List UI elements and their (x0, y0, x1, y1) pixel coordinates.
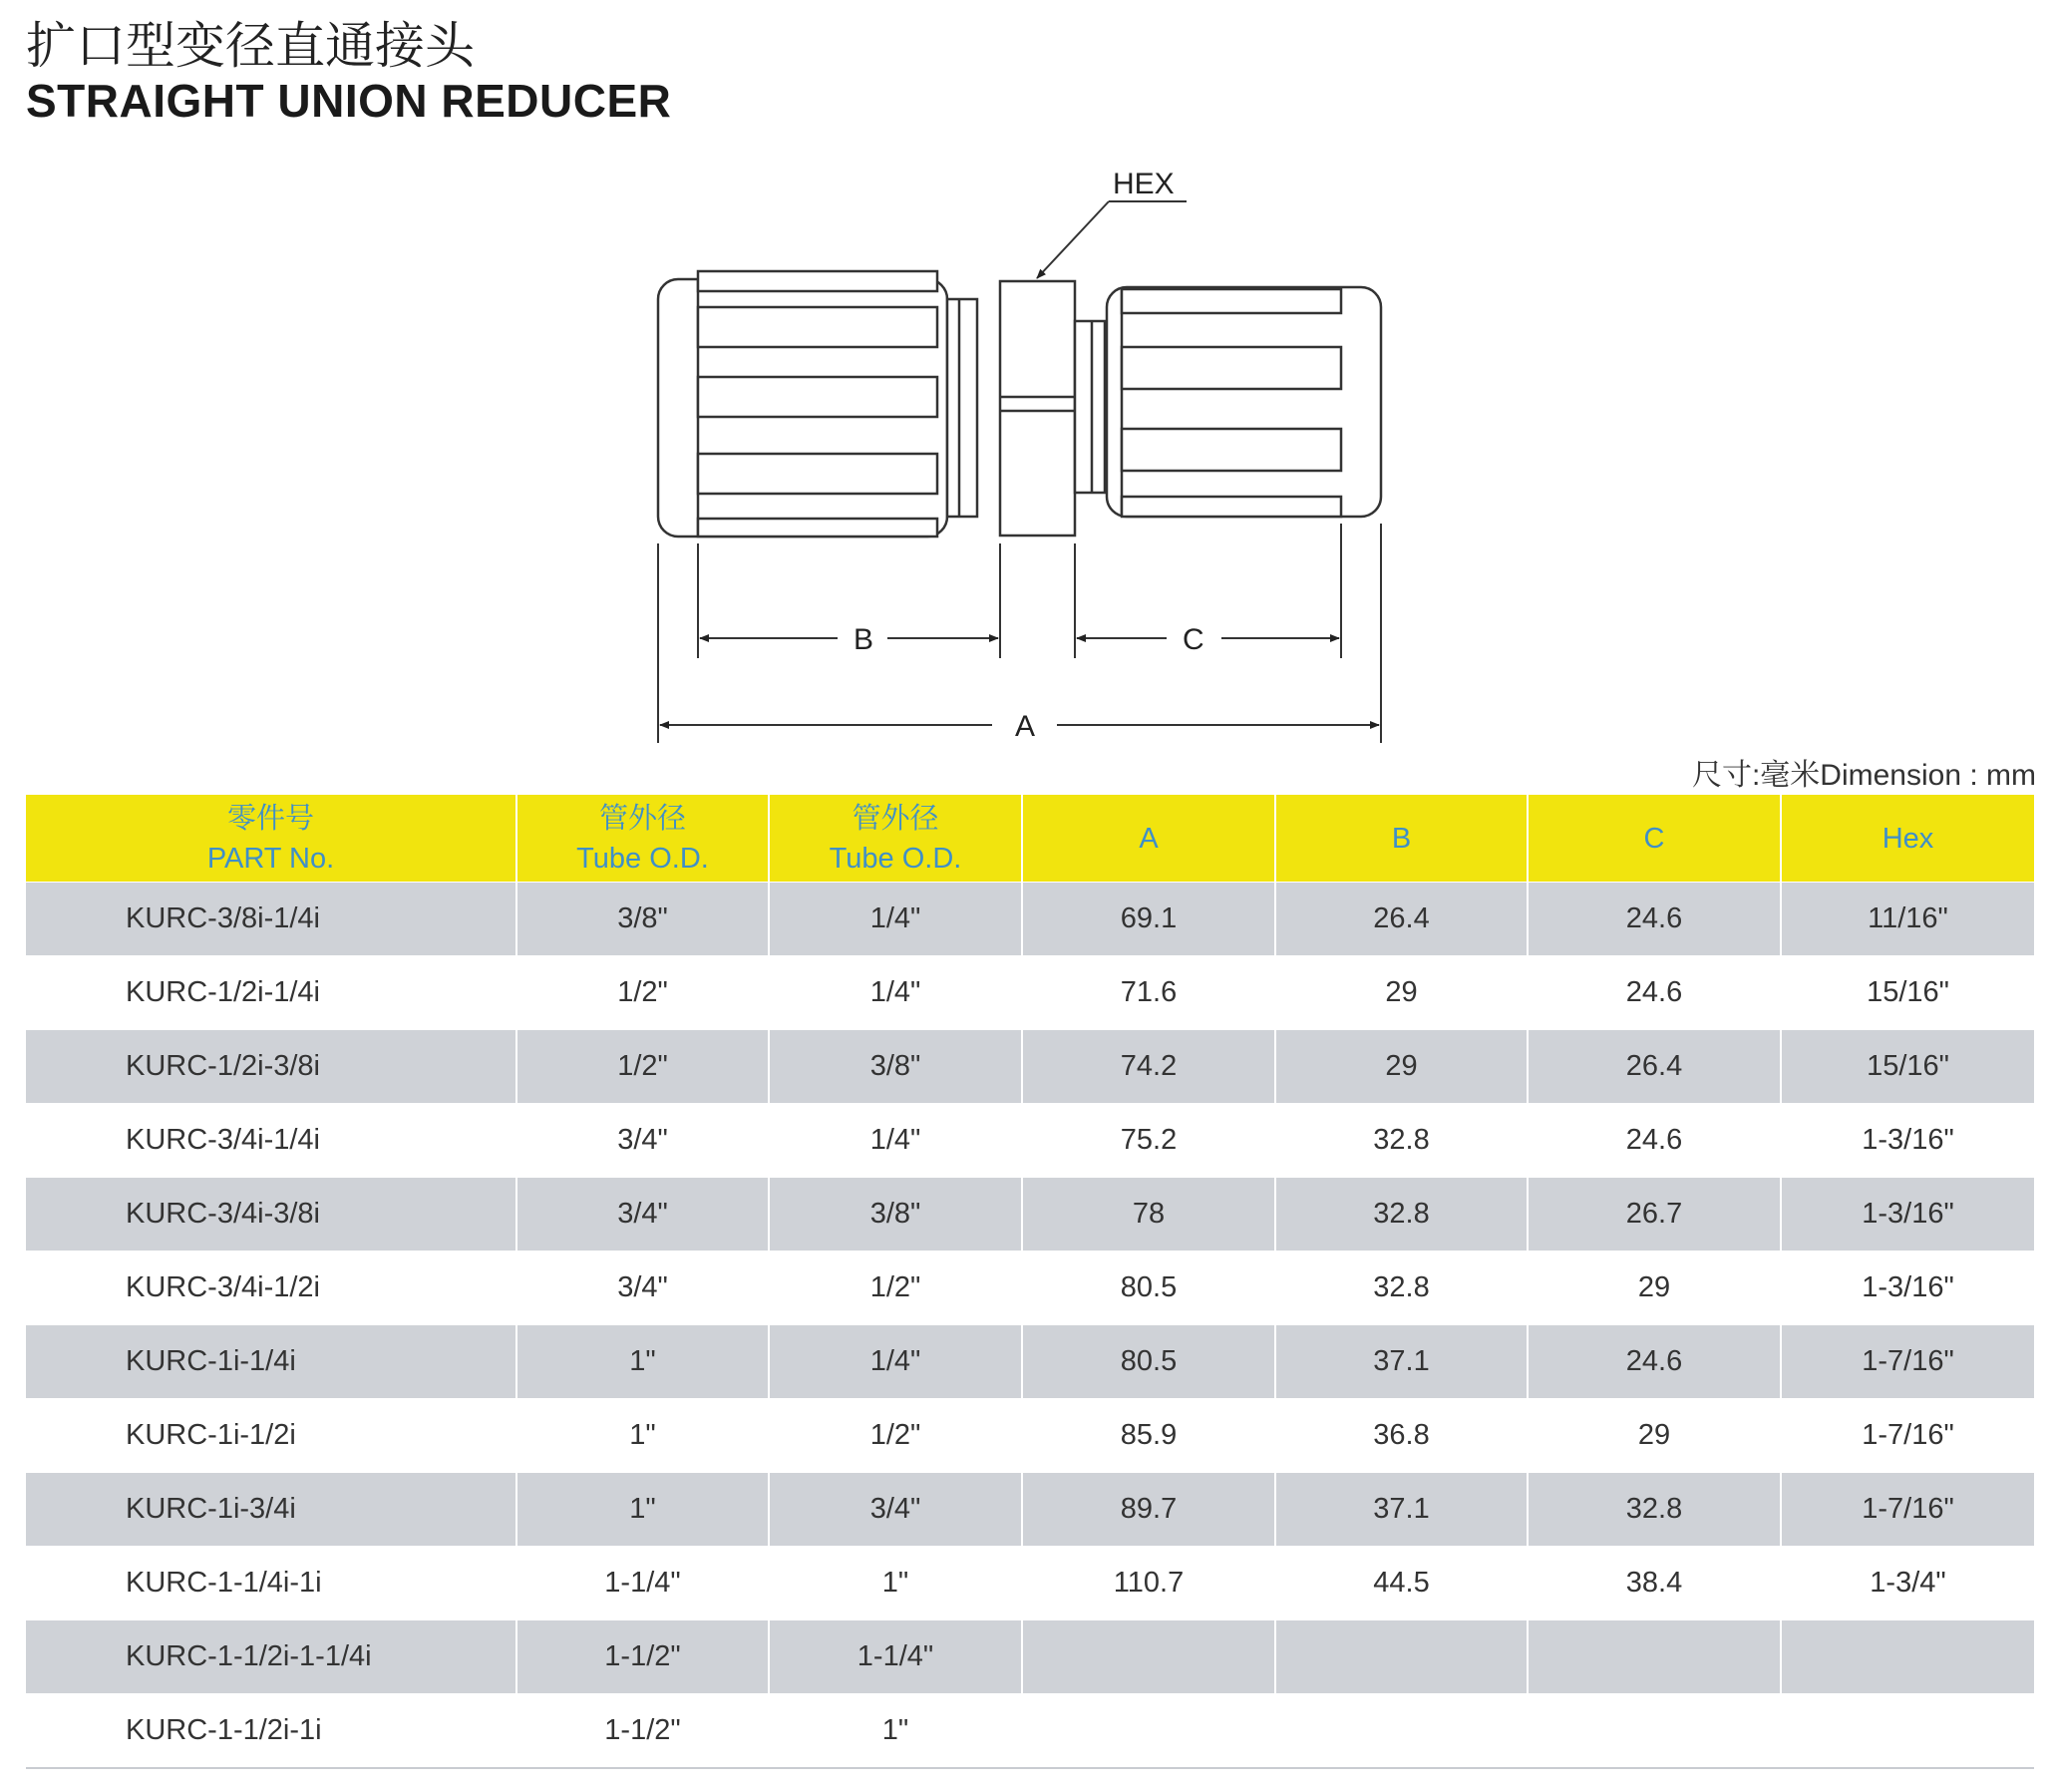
cell-tube-od-1: 3/8" (516, 883, 769, 956)
cell-b (1275, 1694, 1528, 1769)
table-row (26, 883, 2034, 956)
cell-tube-od-1: 3/4" (516, 1252, 769, 1325)
cell-c: 26.4 (1528, 1030, 1781, 1104)
table-row (26, 1178, 2034, 1252)
cell-a: 69.1 (1022, 883, 1275, 956)
cell-a: 89.7 (1022, 1473, 1275, 1547)
cell-tube-od-1: 1-1/2" (516, 1620, 769, 1694)
dim-a-label: A (1015, 710, 1036, 743)
table-header-row (26, 795, 2034, 883)
cell-a: 71.6 (1022, 956, 1275, 1030)
table-row (26, 1620, 2034, 1694)
hex-label: HEX (1113, 168, 1175, 200)
cell-c: 29 (1528, 1252, 1781, 1325)
cell-part-no: KURC-1i-1/2i (26, 1399, 516, 1473)
cell-a: 80.5 (1022, 1325, 1275, 1399)
cell-c: 29 (1528, 1399, 1781, 1473)
cell-hex: 1-7/16" (1781, 1399, 2034, 1473)
dimension-unit-note: 尺寸:毫米Dimension : mm (1691, 759, 2036, 792)
cell-a: 78 (1022, 1178, 1275, 1252)
cell-a: 110.7 (1022, 1547, 1275, 1620)
table-row (26, 1030, 2034, 1104)
cell-hex: 1-3/16" (1781, 1104, 2034, 1178)
header-part-no (26, 795, 516, 883)
header-tube-od-2 (769, 795, 1022, 883)
cell-c: 24.6 (1528, 1104, 1781, 1178)
cell-part-no: KURC-3/4i-1/4i (26, 1104, 516, 1178)
cell-tube-od-2: 1" (769, 1547, 1022, 1620)
cell-part-no: KURC-3/8i-1/4i (26, 883, 516, 956)
cell-b: 36.8 (1275, 1399, 1528, 1473)
cell-tube-od-1: 1/2" (516, 1030, 769, 1104)
cell-hex: 1-3/16" (1781, 1178, 2034, 1252)
header-cn: 管外径 (598, 802, 686, 835)
cell-c: 26.7 (1528, 1178, 1781, 1252)
table-row (26, 1694, 2034, 1769)
cell-c (1528, 1694, 1781, 1769)
cell-tube-od-1: 1-1/2" (516, 1694, 769, 1769)
cell-part-no: KURC-1i-1/4i (26, 1325, 516, 1399)
header-en: Tube O.D. (576, 842, 709, 875)
cell-b: 32.8 (1275, 1178, 1528, 1252)
cell-part-no: KURC-1-1/2i-1-1/4i (26, 1620, 516, 1694)
table-row (26, 1547, 2034, 1620)
cell-a: 80.5 (1022, 1252, 1275, 1325)
cell-tube-od-1: 1-1/4" (516, 1547, 769, 1620)
cell-tube-od-2: 3/8" (769, 1030, 1022, 1104)
table-row (26, 1399, 2034, 1473)
fitting-drawing (0, 0, 2053, 778)
table-row (26, 1252, 2034, 1325)
cell-part-no: KURC-1/2i-1/4i (26, 956, 516, 1030)
header-b: B (1275, 795, 1528, 883)
header-a: A (1022, 795, 1275, 883)
table-row (26, 1473, 2034, 1547)
cell-part-no: KURC-3/4i-1/2i (26, 1252, 516, 1325)
cell-tube-od-2: 1/4" (769, 1325, 1022, 1399)
cell-part-no: KURC-1/2i-3/8i (26, 1030, 516, 1104)
cell-tube-od-2: 1/2" (769, 1252, 1022, 1325)
spec-table (26, 795, 2034, 1769)
cell-b: 44.5 (1275, 1547, 1528, 1620)
header-c: C (1528, 795, 1781, 883)
header-tube-od-1 (516, 795, 769, 883)
page-title-en: STRAIGHT UNION REDUCER (26, 75, 672, 127)
dim-b-label: B (854, 623, 874, 656)
cell-tube-od-2: 3/4" (769, 1473, 1022, 1547)
cell-tube-od-2: 3/8" (769, 1178, 1022, 1252)
header-cn: 管外径 (852, 802, 939, 835)
cell-b: 29 (1275, 956, 1528, 1030)
cell-b: 26.4 (1275, 883, 1528, 956)
cell-c: 32.8 (1528, 1473, 1781, 1547)
right-nut (1107, 287, 1381, 517)
dim-c-label: C (1183, 623, 1204, 656)
table-row (26, 956, 2034, 1030)
cell-hex: 11/16" (1781, 883, 2034, 956)
cell-hex: 1-7/16" (1781, 1473, 2034, 1547)
cell-b (1275, 1620, 1528, 1694)
cell-c (1528, 1620, 1781, 1694)
hex-body (1000, 281, 1075, 536)
cell-a: 85.9 (1022, 1399, 1275, 1473)
cell-b: 37.1 (1275, 1325, 1528, 1399)
cell-tube-od-2: 1-1/4" (769, 1620, 1022, 1694)
cell-tube-od-2: 1/2" (769, 1399, 1022, 1473)
cell-tube-od-1: 1" (516, 1473, 769, 1547)
header-en: Tube O.D. (829, 842, 962, 875)
cell-hex: 1-7/16" (1781, 1325, 2034, 1399)
cell-hex (1781, 1620, 2034, 1694)
table-row (26, 1325, 2034, 1399)
cell-hex: 15/16" (1781, 956, 2034, 1030)
cell-a (1022, 1620, 1275, 1694)
cell-tube-od-1: 1" (516, 1325, 769, 1399)
page-title-cn: 扩口型变径直通接头 (26, 17, 475, 75)
cell-tube-od-1: 3/4" (516, 1104, 769, 1178)
table-row (26, 1104, 2034, 1178)
cell-hex (1781, 1694, 2034, 1769)
cell-c: 24.6 (1528, 956, 1781, 1030)
cell-b: 37.1 (1275, 1473, 1528, 1547)
cell-c: 38.4 (1528, 1547, 1781, 1620)
cell-a (1022, 1694, 1275, 1769)
cell-a: 74.2 (1022, 1030, 1275, 1104)
cell-tube-od-1: 3/4" (516, 1178, 769, 1252)
header-cn: 零件号 (226, 802, 314, 835)
cell-tube-od-2: 1" (769, 1694, 1022, 1769)
header-hex: Hex (1781, 795, 2034, 883)
cell-tube-od-2: 1/4" (769, 1104, 1022, 1178)
cell-b: 32.8 (1275, 1252, 1528, 1325)
cell-a: 75.2 (1022, 1104, 1275, 1178)
header-en: PART No. (206, 842, 335, 875)
cell-b: 29 (1275, 1030, 1528, 1104)
cell-hex: 1-3/4" (1781, 1547, 2034, 1620)
cell-hex: 15/16" (1781, 1030, 2034, 1104)
cell-part-no: KURC-1-1/2i-1i (26, 1694, 516, 1769)
cell-tube-od-2: 1/4" (769, 956, 1022, 1030)
cell-tube-od-1: 1" (516, 1399, 769, 1473)
cell-tube-od-2: 1/4" (769, 883, 1022, 956)
table-body (26, 883, 2034, 1769)
cell-hex: 1-3/16" (1781, 1252, 2034, 1325)
cell-part-no: KURC-1-1/4i-1i (26, 1547, 516, 1620)
cell-part-no: KURC-1i-3/4i (26, 1473, 516, 1547)
cell-tube-od-1: 1/2" (516, 956, 769, 1030)
cell-c: 24.6 (1528, 1325, 1781, 1399)
cell-part-no: KURC-3/4i-3/8i (26, 1178, 516, 1252)
cell-c: 24.6 (1528, 883, 1781, 956)
cell-b: 32.8 (1275, 1104, 1528, 1178)
